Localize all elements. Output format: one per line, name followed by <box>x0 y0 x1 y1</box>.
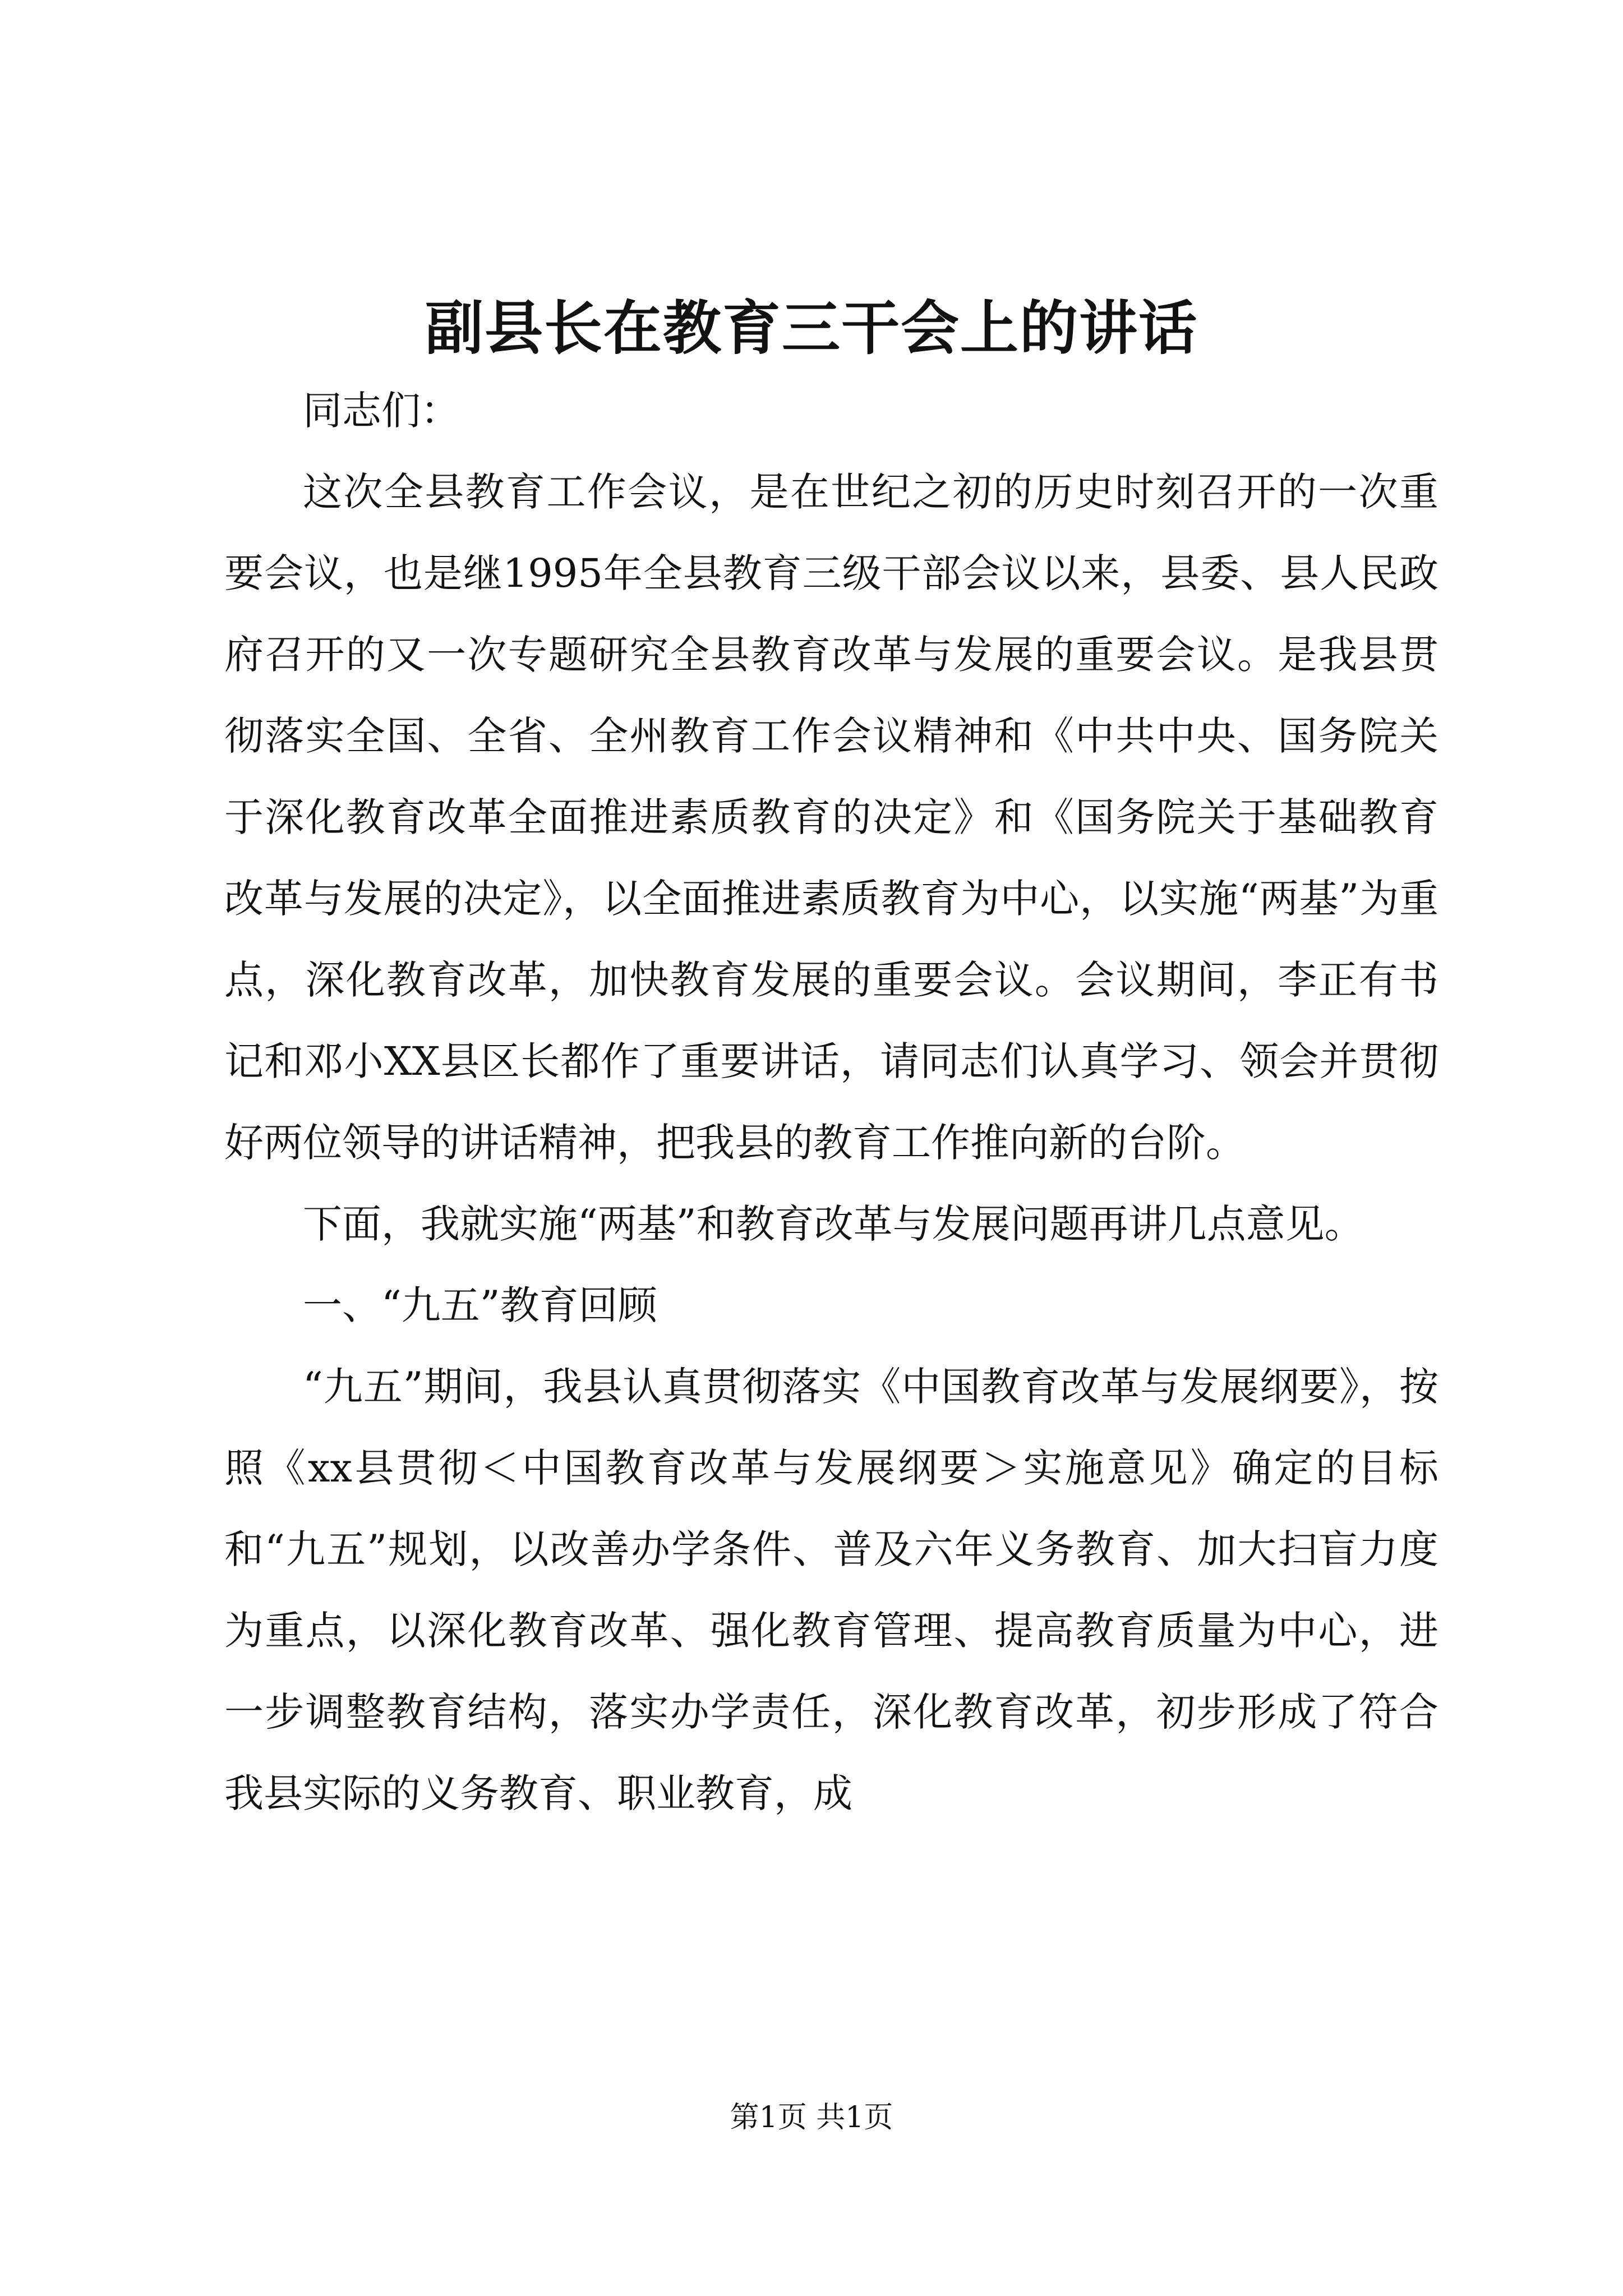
page-footer: 第1页 共1页 <box>730 2101 893 2134</box>
body-paragraph: 这次全县教育工作会议，是在世纪之初的历史时刻召开的一次重要会议，也是继1995年全县教育三级干部会议以来，县委、县人民政府召开的又一次专题研究全县教育改革与发展的重要会议。是我县贯彻落实全国、全省、全州教育工作会议精神和《中共中央、国务院关于深化教育改革全面推进素质教育的决定》和《国务院关于基础教育改革与发展的决定》，以全面推进素质教育为中心，以实施“两基”为重点，深化教育改革，加快教育发展的重要会议。会议期间，李正有书记和邓小XX县区长都作了重要讲话，请同志们认真学习、领会并贯彻好两位领导的讲话精神，把我县的教育工作推向新的台阶。 <box>224 469 1438 1166</box>
salutation-paragraph: 同志们： <box>303 388 460 434</box>
document-title: 副县长在教育三干会上的讲话 <box>425 293 1198 362</box>
body-paragraph: “九五”期间，我县认真贯彻落实《中国教育改革与发展纲要》，按照《xx县贯彻＜中国教育改革与发展纲要＞实施意见》确定的目标和“九五”规划，以改善办学条件、普及六年义务教育、加大扫盲力度为重点，以深化教育改革、强化教育管理、提高教育质量为中心，进一步调整教育结构，落实办学责任，深化教育改革，初步形成了符合我县实际的义务教育、职业教育，成 <box>224 1364 1438 1816</box>
document-body <box>224 370 1438 1834</box>
section-heading: 一、“九五”教育回顾 <box>303 1282 657 1328</box>
body-paragraph: 下面，我就实施“两基”和教育改革与发展问题再讲几点意见。 <box>303 1201 1364 1247</box>
